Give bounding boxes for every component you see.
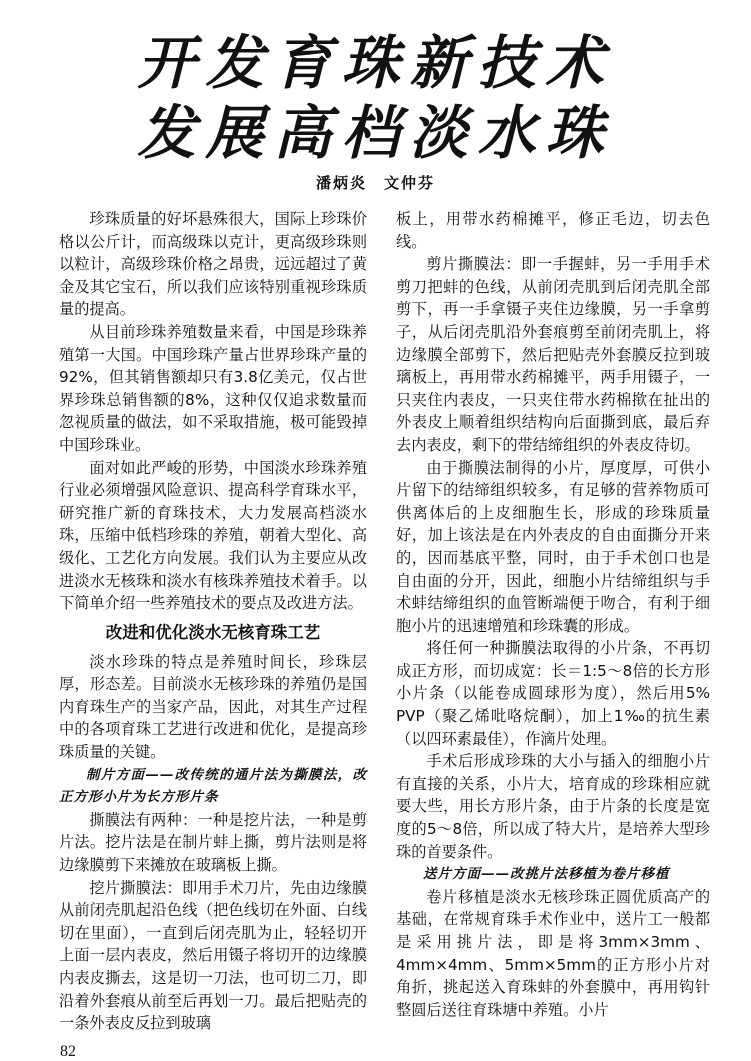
subheading: 送片方面——改挑片法移植为卷片移植 <box>423 866 670 883</box>
paragraph: 将任何一种撕膜法取得的小片条，不再切成正方形，而切成宽：长＝1:5～8倍的长方形小片条（以能卷成圆球形为度），然后用5% PVP（聚乙烯吡咯烷酮），加上1‰的抗生素（以四环素最佳），作滴片处理。 <box>396 639 710 748</box>
left-column <box>59 208 367 1035</box>
paragraph: 挖片撕膜法：即用手术刀片，先由边缘膜从前闭壳肌起沿色线（把色线切在外面、白线切在里面），一直到后闭壳肌为止，轻轻切开上面一层内表皮，然后用镊子将切开的边缘膜内表皮撕去，这是切一刀法，也可切二刀，即沿着外套痕从前至后再划一刀。最后把贴壳的一条外表皮反拉到玻璃 <box>59 878 367 1033</box>
subheading: 制片方面——改传统的通片法为撕膜法，改正方形小片为长方形片条 <box>59 766 367 806</box>
paragraph: 撕膜法有两种：一种是挖片法，一种是剪片法。挖片法是在制片蚌上撕，剪片法则是将边缘膜剪下来摊放在玻璃板上撕。 <box>59 810 367 875</box>
article-title-line-2: 发展高档淡水珠 <box>137 99 614 167</box>
paragraph: 剪片撕膜法：即一手握蚌，另一手用手术剪刀把蚌的色线，从前闭壳肌到后闭壳肌全部剪下，再一手拿镊子夹住边缘膜，另一手拿剪子，从后闭壳肌沿外套痕剪至前闭壳肌上，将边缘膜全部剪下，然后把贴壳外套膜反拉到玻璃板上，再用带水药棉摊平，两手用镊子，一只夹住内表皮，一只夹住带水药棉揿在扯出的外表皮上顺着组织结构向后面撕到底，最后弃去内表皮，剩下的带结缔组织的外表皮待切。 <box>396 255 710 454</box>
section-heading: 改进和优化淡水无核育珠工艺 <box>105 622 321 642</box>
page-number: 82 <box>60 1043 76 1060</box>
paragraph: 手术后形成珍珠的大小与插入的细胞小片有直接的关系，小片大，培育成的珍珠相应就要大些，用长方形片条，由于片条的长度是宽度的5～8倍，所以成了特大片，是培养大型珍珠的首要条件。 <box>396 752 710 861</box>
authors: 潘炳炎 文仲芬 <box>315 174 435 192</box>
paragraph: 由于撕膜法制得的小片，厚度厚，可供小片留下的结缔组织较多，有足够的营养物质可供离体后的上皮细胞生长，形成的珍珠质量好，加上该法是在内外表皮的自由面撕分开来的，因而基底平整，同时，由于手术创口也是自由面的分开，因此，细胞小片结缔组织与手术蚌结缔组织的血管断端便于吻合，有利于细胞小片的迅速增殖和珍珠囊的形成。 <box>396 458 710 635</box>
paragraph: 珍珠质量的好坏悬殊很大，国际上珍珠价格以公斤计，而高级珠以克计，更高级珍珠则以粒计，高级珍珠价格之昂贵，远远超过了黄金及其它宝石，所以我们应该特别重视珍珠质量的提高。 <box>59 210 367 319</box>
paragraph: 淡水珍珠的特点是养殖时间长，珍珠层厚，形态差。目前淡水无核珍珠的养殖仍是国内育珠生产的当家产品，因此，对其生产过程中的各项育珠工艺进行改进和优化，是提高珍珠质量的关键。 <box>59 652 367 762</box>
article-title-line-1: 开发育珠新技术 <box>137 29 614 97</box>
paragraph: 卷片移植是淡水无核珍珠正圆优质高产的基础，在常规育珠手术作业中，送片工一般都是采用挑片法，即是将3mm×3mm、4mm×4mm、5mm×5mm的正方形小片对角折，挑起送入育珠蚌的外套膜中，再用钩针整圆后送往育珠塘中养殖。小片 <box>396 887 710 1019</box>
right-column <box>396 208 710 1021</box>
paragraph: 板上，用带水药棉摊平，修正毛边，切去色线。 <box>396 210 710 251</box>
paragraph: 从目前珍珠养殖数量来看，中国是珍珠养殖第一大国。中国珍珠产量占世界珍珠产量的92%，但其销售额却只有3.8亿美元，仅占世界珍珠总销售额的8%，这种仅仅追求数量而忽视质量的做法，如不采取措施，极可能毁掉中国珍珠业。 <box>59 322 367 454</box>
paragraph: 面对如此严峻的形势，中国淡水珍珠养殖行业必须增强风险意识、提高科学育珠水平，研究推广新的育珠技术，大力发展高档淡水珠，压缩中低档珍珠的养殖，朝着大型化、高级化、工艺化方向发展。我们认为主要应从改进淡水无核珠和淡水有核珠养殖技术着手。以下简单介绍一些养殖技术的要点及改进方法。 <box>59 458 367 613</box>
